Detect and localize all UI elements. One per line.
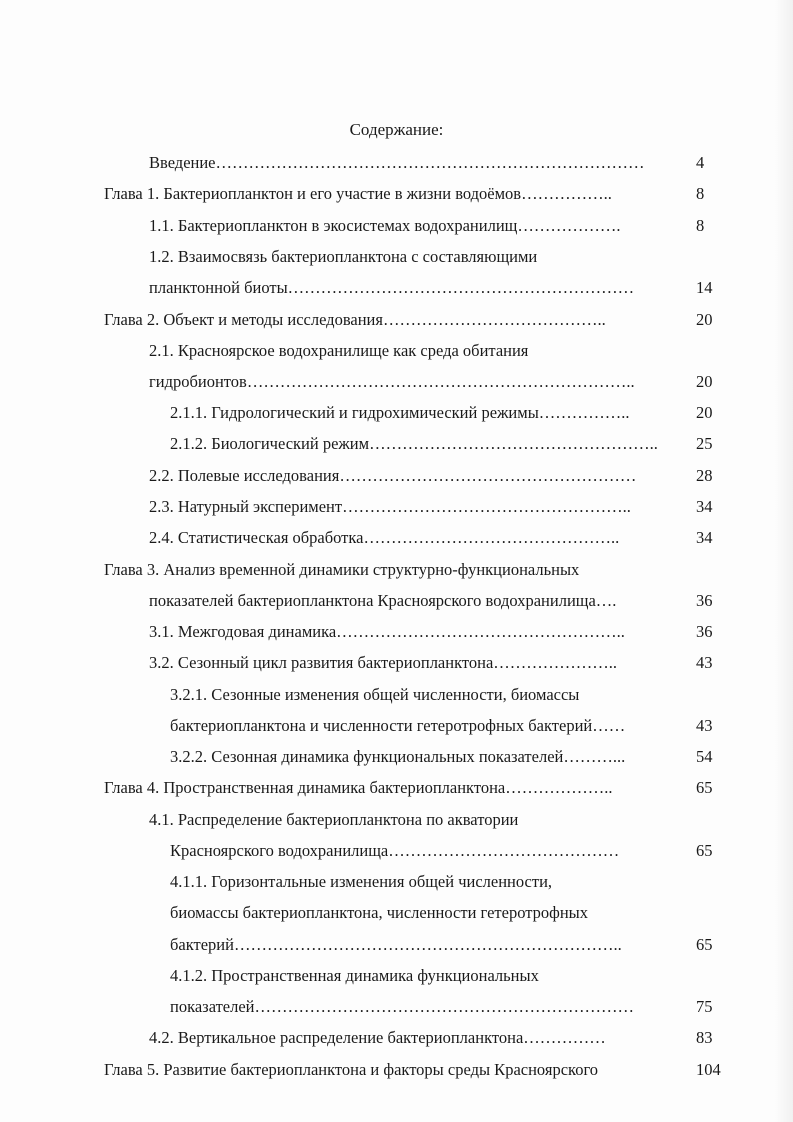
toc-entry-text: 2.1.2. Биологический режим…………………………………………….. [170, 434, 658, 453]
toc-entry-page: 43 [696, 653, 713, 672]
toc-entry-text: 1.2. Взаимосвязь бактериопланктона с составляющими [149, 247, 538, 266]
toc-entry-chapter-4 [104, 774, 613, 802]
toc-entry-page: 25 [696, 434, 713, 453]
toc-entry-text: 3.2.1. Сезонные изменения общей численности, биомассы [170, 685, 580, 704]
toc-entry-text: 4.1. Распределение бактериопланктона по акватории [149, 810, 519, 829]
toc-entry-page: 65 [696, 935, 713, 954]
toc-entry-2-1-2 [170, 430, 658, 458]
toc-entry-2-1-1 [170, 399, 630, 427]
toc-entry-3-2-1-cont [170, 712, 625, 740]
toc-title: Содержание: [349, 120, 444, 139]
toc-entry-text: 3.2. Сезонный цикл развития бактериопланктона………………….. [149, 653, 618, 672]
toc-entry-text: Глава 5. Развитие бактериопланктона и факторы среды Красноярского [104, 1060, 599, 1079]
toc-entry-text: гидробионтов…………………………………………………………….. [149, 372, 635, 391]
toc-entry-text: Глава 2. Объект и методы исследования………………………………….. [104, 310, 606, 329]
toc-entry-4-1-1-cont2 [170, 931, 622, 959]
toc-entry-text: бактериопланктона и численности гетеротрофных бактерий…… [170, 716, 626, 735]
toc-entry-text: 2.2. Полевые исследования……………………………………………… [149, 466, 637, 485]
toc-entry-3-2-2 [170, 743, 625, 771]
toc-entry-chapter-3-cont [149, 587, 616, 615]
toc-entry-introduction [149, 149, 645, 177]
toc-entry-chapter-3 [104, 556, 579, 584]
toc-entry-page: 20 [696, 403, 713, 422]
toc-entry-page: 20 [696, 372, 713, 391]
toc-entry-chapter-1 [104, 180, 612, 208]
toc-entry-chapter-2 [104, 306, 606, 334]
toc-entry-page: 54 [696, 747, 713, 766]
toc-entry-page: 65 [696, 841, 713, 860]
toc-entry-page: 20 [696, 310, 713, 329]
toc-entry-page: 34 [696, 497, 713, 516]
toc-entry-page: 65 [696, 778, 713, 797]
toc-entry-text: бактерий…………………………………………………………….. [170, 935, 622, 954]
toc-entry-4-1-2 [170, 962, 539, 990]
toc-entry-3-2 [149, 649, 617, 677]
toc-entry-page: 36 [696, 591, 713, 610]
toc-entry-text: показателей бактериопланктона Красноярского водохранилища…. [149, 591, 617, 610]
toc-entry-page: 83 [696, 1028, 713, 1047]
toc-entry-page: 4 [696, 153, 705, 172]
toc-entry-3-1 [149, 618, 625, 646]
toc-entry-page: 34 [696, 528, 713, 547]
toc-entry-page: 43 [696, 716, 713, 735]
toc-entry-text: 2.3. Натурный эксперимент…………………………………………….. [149, 497, 631, 516]
toc-entry-page: 28 [696, 466, 713, 485]
toc-entry-text: 3.2.2. Сезонная динамика функциональных показателей………... [170, 747, 626, 766]
toc-entry-chapter-5 [104, 1056, 598, 1084]
toc-entry-text: 2.1.1. Гидрологический и гидрохимический режимы…………….. [170, 403, 630, 422]
toc-entry-1-2 [149, 243, 537, 271]
toc-entry-2-1-cont [149, 368, 635, 396]
toc-entry-text: 4.1.1. Горизонтальные изменения общей численности, [170, 872, 553, 891]
toc-entry-page: 14 [696, 278, 713, 297]
toc-entry-page: 8 [696, 216, 705, 235]
toc-entry-1-1 [149, 212, 621, 240]
toc-entry-text: Глава 3. Анализ временной динамики структурно-функциональных [104, 560, 580, 579]
toc-entry-4-2 [149, 1024, 606, 1052]
toc-entry-4-1-1 [170, 868, 552, 896]
toc-entry-page: 36 [696, 622, 713, 641]
toc-entry-text: Введение…………………………………………………………………… [149, 153, 645, 172]
toc-entry-4-1-1-cont [170, 899, 588, 927]
toc-entry-text: показателей…………………………………………………………… [170, 997, 635, 1016]
toc-entry-4-1-2-cont [170, 993, 634, 1021]
toc-entry-text: 3.1. Межгодовая динамика…………………………………………….. [149, 622, 625, 641]
toc-entry-2-2 [149, 462, 636, 490]
toc-entry-text: 2.4. Статистическая обработка……………………………………….. [149, 528, 620, 547]
toc-entry-2-4 [149, 524, 619, 552]
toc-entry-3-2-1 [170, 681, 579, 709]
toc-entry-text: Красноярского водохранилища…………………………………… [170, 841, 620, 860]
toc-entry-text: биомассы бактериопланктона, численности гетеротрофных [170, 903, 588, 922]
toc-entry-text: 1.1. Бактериопланктон в экосистемах водохранилищ………………. [149, 216, 621, 235]
toc-entry-4-1-cont [170, 837, 619, 865]
toc-entry-page: 75 [696, 997, 713, 1016]
toc-entry-page: 104 [696, 1060, 721, 1079]
toc-entry-2-3 [149, 493, 631, 521]
toc-entry-text: Глава 4. Пространственная динамика бактериопланктона……………….. [104, 778, 613, 797]
toc-entry-4-1 [149, 806, 518, 834]
scan-page-edge [775, 0, 793, 1122]
toc-entry-text: 2.1. Красноярское водохранилище как среда обитания [149, 341, 529, 360]
toc-entry-1-2-cont [149, 274, 634, 302]
toc-entry-text: Глава 1. Бактериопланктон и его участие в жизни водоёмов…………….. [104, 184, 612, 203]
toc-entry-text: 4.2. Вертикальное распределение бактериопланктона…………… [149, 1028, 606, 1047]
toc-entry-text: 4.1.2. Пространственная динамика функциональных [170, 966, 539, 985]
toc-entry-page: 8 [696, 184, 705, 203]
toc-entry-2-1 [149, 337, 528, 365]
toc-entry-text: планктонной биоты……………………………………………………… [149, 278, 635, 297]
